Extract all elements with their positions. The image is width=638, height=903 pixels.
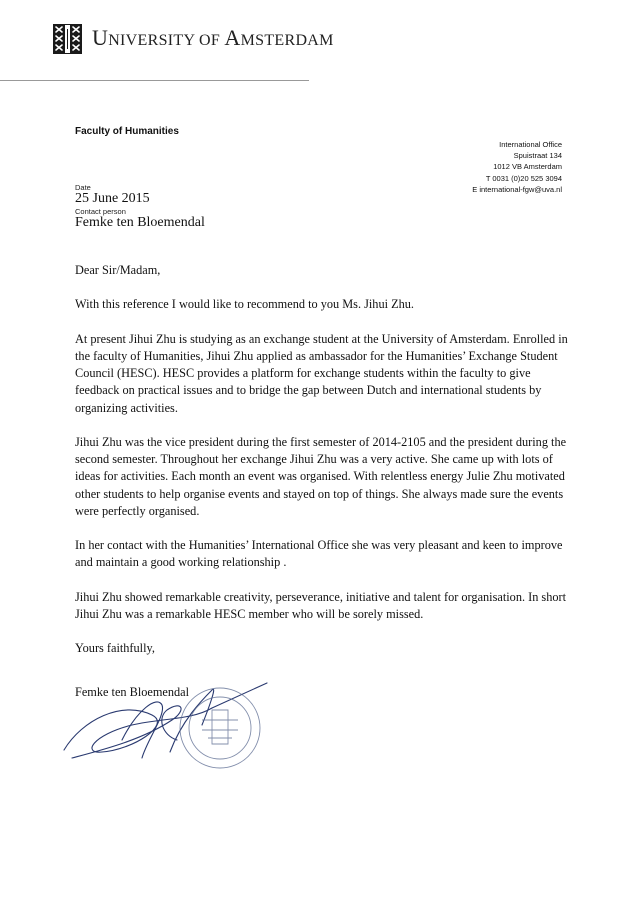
letter-paragraph-4: In her contact with the Humanities’ International Office she was very pleasant and keen to improve and maintain a good working relationship . [75,538,563,570]
letter-signatory: Femke ten Bloemendal [75,684,190,699]
contact-value: Femke ten Bloemendal [75,215,205,230]
letter-paragraph-3: Jihui Zhu was the vice president during the first semester of 2014-2105 and the president during the second semester. Throughout her exchange Jihui Zhu was a very active. She came up with lots of ideas for activities. Each month an event was organised. With relentless energy Julie Zhu motivated other students to help organise events and stayed on top of things. She always made sure the events were perfectly organised. [75,434,567,518]
address-block [472,139,562,195]
university-logo-icon [53,24,82,54]
letter-paragraph-1: With this reference I would like to recommend to you Ms. Jihui Zhu. [75,297,414,312]
letter-body [75,262,575,718]
signature-stamp-icon [62,680,272,776]
address-office: International Office [499,140,562,149]
letter-greeting: Dear Sir/Madam, [75,263,161,277]
address-city: 1012 VB Amsterdam [493,162,562,172]
uva-crosses-icon [53,24,82,54]
date-value: 25 June 2015 [75,191,150,206]
letter-paragraph-5: Jihui Zhu showed remarkable creativity, perseverance, initiative and talent for organisation. In short Jihui Zhu was a remarkable HESC member who will be sorely missed. [75,589,567,621]
header-divider [0,80,309,81]
address-street: Spuistraat 134 [513,151,562,161]
address-phone: T 0031 (0)20 525 3094 [485,173,562,183]
faculty-name: Faculty of Humanities [75,126,179,137]
university-name: UNIVERSITY OF AMSTERDAM [92,25,334,50]
letter-paragraph-2: At present Jihui Zhu is studying as an exchange student at the University of Amsterdam. Enrolled in the faculty of Humanities, Jihui Zhu applied as ambassador for the Humanities’ Exchange Student Council (HESC). HESC provides a platform for exchange students within the faculty to give feedback on practical issues and to bridge the gap between Dutch and international students by organizing activities. [75,331,568,415]
address-email: E international-fgw@uva.nl [472,184,562,194]
contact-label: Contact person [75,207,126,216]
letter-closing: Yours faithfully, [75,641,155,656]
date-label: Date [75,183,91,192]
